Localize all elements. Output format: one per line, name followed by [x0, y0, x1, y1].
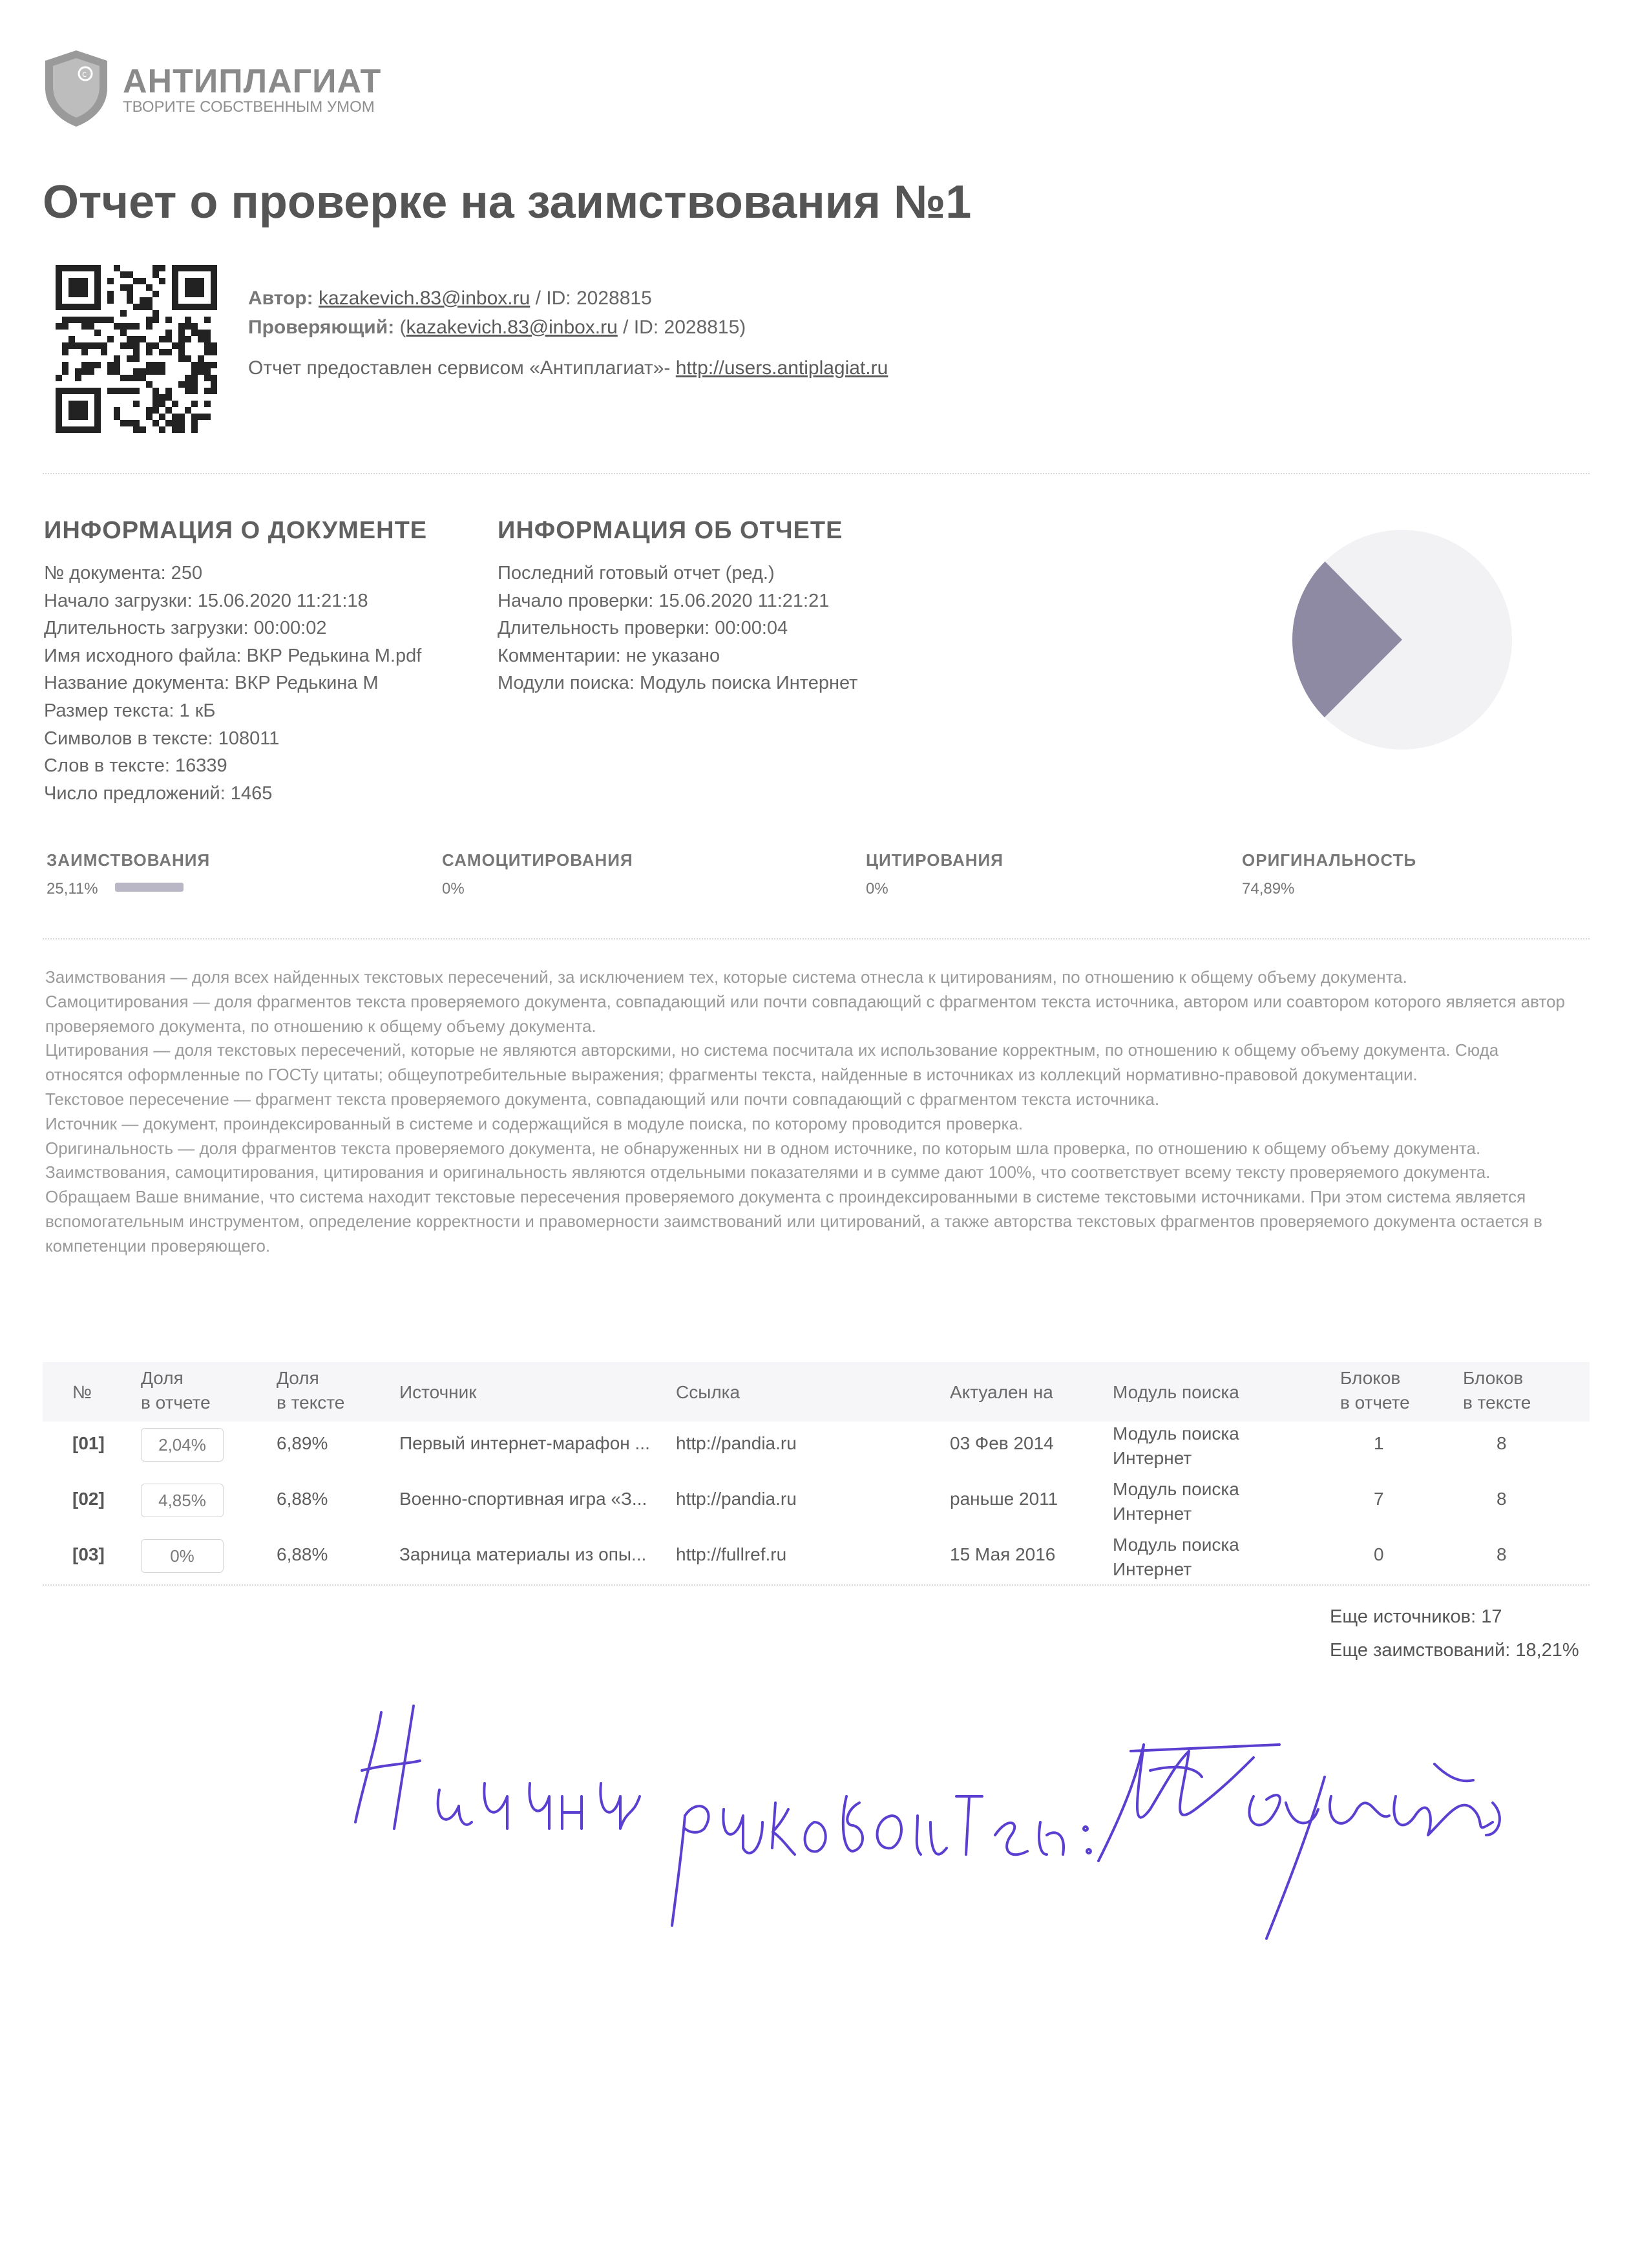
definition-total: Заимствования, самоцитирования, цитирования и оригинальность являются отдельными показателями и в сумме дают 100%, что соответствует всему тексту проверяемого документа. [45, 1162, 1491, 1182]
doc-info-list [44, 560, 421, 807]
search-modules: Модули поиска: Модуль поиска Интернет [498, 673, 858, 694]
reviewer-label: Проверяющий: [248, 317, 395, 338]
search-module-line2: Интернет [1113, 1504, 1192, 1524]
divider [43, 473, 1590, 474]
col-share-report[interactable] [141, 1366, 211, 1415]
doc-number: № документа: 250 [44, 563, 203, 583]
divider [43, 938, 1590, 940]
search-module-line1: Модуль поиска [1113, 1423, 1239, 1444]
actual-date: раньше 2011 [950, 1489, 1058, 1509]
definition-originality: Оригинальность — доля фрагментов текста проверяемого документа, не обнаруженных ни в одном источнике, по которым шла проверка, по отношению к общему объему документа. [45, 1138, 1481, 1158]
borrowings-value: 25,11% [47, 880, 98, 898]
search-module [1113, 1533, 1239, 1582]
word-count: Слов в тексте: 16339 [44, 755, 227, 777]
page-title: Отчет о проверке на заимствования №1 [43, 176, 972, 228]
share-text: 6,89% [277, 1433, 328, 1453]
upload-start: Начало загрузки: 15.06.2020 11:21:18 [44, 590, 368, 611]
blocks-text: 8 [1497, 1433, 1507, 1453]
report-info-list [498, 560, 857, 697]
col-module[interactable]: Модуль поиска [1113, 1382, 1239, 1402]
originality-pie-chart [1279, 517, 1525, 762]
share-report-field[interactable]: 4,85% [141, 1484, 224, 1517]
col-share-text[interactable] [277, 1366, 344, 1415]
selfcitation-label: САМОЦИТИРОВАНИЯ [442, 850, 633, 870]
reviewer-id: / ID: 2028815) [623, 317, 746, 338]
logo-name: АНТИПЛАГИАТ [123, 63, 382, 100]
share-report-field[interactable]: 0% [141, 1539, 224, 1573]
col-blocks-text-line1: Блоков [1463, 1368, 1524, 1388]
source-link[interactable]: http://pandia.ru [676, 1433, 797, 1453]
col-blocks-text[interactable] [1463, 1366, 1531, 1415]
check-start: Начало проверки: 15.06.2020 11:21:21 [498, 590, 830, 611]
handwritten-signature [336, 1667, 1564, 1964]
definition-selfcitation: Самоцитирования — доля фрагментов текста проверяемого документа, совпадающий или почти совпадающий с фрагментом текста источника, автором или соавтором которого является автор проверяемого документа, по отношению к общему объему документа. [45, 991, 1565, 1036]
row-number: [03] [72, 1544, 105, 1564]
source-link[interactable]: http://fullref.ru [676, 1544, 787, 1564]
col-number: № [72, 1382, 92, 1402]
source-filename: Имя исходного файла: ВКР Редькина М.pdf [44, 645, 422, 666]
blocks-text: 8 [1497, 1544, 1507, 1564]
col-blocks-report[interactable] [1340, 1366, 1410, 1415]
author-label: Автор: [248, 288, 313, 309]
antiplagiat-logo-icon [41, 48, 111, 129]
author-line [248, 288, 652, 310]
col-share-text-line2: в тексте [277, 1392, 345, 1412]
sentence-count: Число предложений: 1465 [44, 782, 273, 804]
borrowings-bar [115, 883, 184, 892]
comments: Комментарии: не указано [498, 645, 720, 666]
reviewer-paren: ( [399, 317, 406, 338]
col-share-text-line1: Доля [277, 1368, 319, 1388]
row-number: [01] [72, 1433, 105, 1453]
check-duration: Длительность проверки: 00:00:04 [498, 618, 788, 639]
col-share-report-line1: Доля [141, 1368, 184, 1388]
col-link[interactable]: Ссылка [676, 1382, 740, 1402]
actual-date: 15 Мая 2016 [950, 1544, 1056, 1564]
char-count: Символов в тексте: 108011 [44, 728, 280, 749]
col-share-report-line2: в отчете [141, 1392, 211, 1412]
share-text: 6,88% [277, 1489, 328, 1509]
table-row[interactable] [43, 1473, 1590, 1528]
qr-code [56, 265, 217, 433]
source-title[interactable]: Зарница материалы из опы... [399, 1544, 647, 1564]
search-module-line1: Модуль поиска [1113, 1535, 1239, 1555]
source-title[interactable]: Военно-спортивная игра «З... [399, 1489, 647, 1509]
blocks-report: 0 [1374, 1544, 1384, 1564]
author-id: / ID: 2028815 [535, 288, 652, 309]
author-email-link[interactable]: kazakevich.83@inbox.ru [319, 288, 530, 309]
reviewer-line [248, 317, 746, 339]
search-module-line1: Модуль поиска [1113, 1479, 1239, 1499]
upload-duration: Длительность загрузки: 00:00:02 [44, 618, 327, 639]
blocks-text: 8 [1497, 1489, 1507, 1509]
source-title[interactable]: Первый интернет-марафон ... [399, 1433, 650, 1453]
search-module [1113, 1477, 1239, 1526]
selfcitation-value: 0% [442, 880, 465, 898]
share-report-field[interactable]: 2,04% [141, 1428, 224, 1462]
doc-info-heading: ИНФОРМАЦИЯ О ДОКУМЕНТЕ [44, 517, 428, 544]
row-number: [02] [72, 1489, 105, 1509]
blocks-report: 1 [1374, 1433, 1384, 1453]
originality-label: ОРИГИНАЛЬНОСТЬ [1242, 850, 1417, 870]
originality-value: 74,89% [1242, 880, 1295, 898]
more-borrowings: Еще заимствований: 18,21% [1330, 1640, 1579, 1661]
table-row[interactable] [43, 1419, 1590, 1473]
reviewer-email-link[interactable]: kazakevich.83@inbox.ru [406, 317, 618, 338]
search-module-line2: Интернет [1113, 1448, 1192, 1468]
definition-source: Источник — документ, проиндексированный в системе и содержащийся в модуле поиска, по которому проводится проверка. [45, 1113, 1024, 1133]
definition-text-intersection: Текстовое пересечение — фрагмент текста проверяемого документа, совпадающий или почти совпадающий с фрагментом текста источника. [45, 1089, 1160, 1109]
col-blocks-text-line2: в тексте [1463, 1392, 1531, 1412]
service-text: Отчет предоставлен сервисом «Антиплагиат»- [248, 357, 671, 379]
definition-borrowings: Заимствования — доля всех найденных текстовых пересечений, за исключением тех, которые система отнесла к цитированиям, по отношению к общему объему документа. [45, 967, 1407, 987]
table-row[interactable] [43, 1528, 1590, 1583]
definition-notice: Обращаем Ваше внимание, что система находит текстовые пересечения проверяемого документа с проиндексированными в системе текстовыми источниками. При этом система является вспомогательным инструментом, определение корректности и правомерности заимствований или цитирований, а также авторства текстовых фрагментов проверяемого документа остается в компетенции проверяющего. [45, 1187, 1542, 1255]
report-info-heading: ИНФОРМАЦИЯ ОБ ОТЧЕТЕ [498, 517, 843, 544]
document-name: Название документа: ВКР Редькина М [44, 673, 379, 694]
logo-tagline: ТВОРИТЕ СОБСТВЕННЫМ УМОМ [123, 98, 375, 116]
definition-citation: Цитирования — доля текстовых пересечений, которые не являются авторскими, но система посчитала их использование корректным, по отношению к общему объему документа. Сюда относятся оформленные по ГОСТу цитаты; общеупотребительные выражения; фрагменты текста, найденные в источниках из коллекций нормативно-правовой документации. [45, 1040, 1499, 1085]
svg-text:c: c [82, 70, 87, 79]
blocks-report: 7 [1374, 1489, 1384, 1509]
actual-date: 03 Фев 2014 [950, 1433, 1054, 1453]
service-url-link[interactable]: http://users.antiplagiat.ru [675, 357, 888, 379]
definitions-block [45, 965, 1570, 1259]
borrowings-label: ЗАИМСТВОВАНИЯ [47, 850, 211, 870]
search-module [1113, 1422, 1239, 1471]
divider [43, 1584, 1590, 1586]
col-actual[interactable]: Актуален на [950, 1382, 1053, 1402]
col-blocks-report-line2: в отчете [1340, 1392, 1410, 1412]
col-blocks-report-line1: Блоков [1340, 1368, 1401, 1388]
search-module-line2: Интернет [1113, 1559, 1192, 1579]
citation-label: ЦИТИРОВАНИЯ [866, 850, 1003, 870]
source-link[interactable]: http://pandia.ru [676, 1489, 797, 1509]
report-status: Последний готовый отчет (ред.) [498, 563, 775, 583]
more-sources: Еще источников: 17 [1330, 1606, 1502, 1627]
col-source[interactable]: Источник [399, 1382, 477, 1402]
share-text: 6,88% [277, 1544, 328, 1564]
citation-value: 0% [866, 880, 888, 898]
text-size: Размер текста: 1 кБ [44, 700, 216, 721]
service-line [248, 357, 888, 379]
